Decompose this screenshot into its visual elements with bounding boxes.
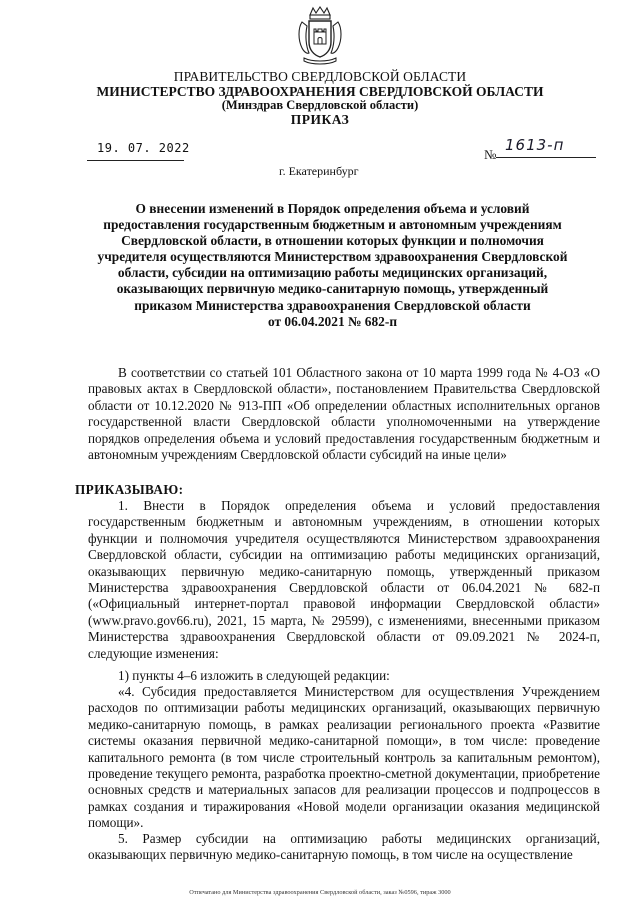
ministry-title: МИНИСТЕРСТВО ЗДРАВООХРАНЕНИЯ СВЕРДЛОВСКОЙ ОБЛАСТИ (96, 84, 544, 99)
point-4-paragraph: «4. Субсидия предоставляется Министерством для осуществления Учреждением расходов по оптимизации работы медицинских организаций, оказывающих первичную медико-санитарную помощь, в рамках реализации регионального проекта «Развитие системы оказания первичной медико-санитарной помощи», в том числе: проведение капитального ремонта (в том числе строительный контроль за капитальным ремонтом), проведение текущего ремонта, разработка проектно-сметной документации, приобретение основных средств и материальных запасов для реализации процессов и подпроцессов в рамках создания и тиражирования «Новой модели организации оказания медицинской помощи». (88, 684, 600, 831)
number-underline (496, 157, 596, 158)
government-title: ПРАВИТЕЛЬСТВО СВЕРДЛОВСКОЙ ОБЛАСТИ (173, 69, 467, 84)
preamble-paragraph: В соответствии со статьей 101 Областного закона от 10 марта 1999 года № 4-ОЗ «О правовых актах в Свердловской области», постановлением Правительства Свердловской области от 10.12.2020 № 913-ПП «Об определении областных исполнительных органов государственной власти Свердловской области уполномоченными на утверждение порядков определения объема и условий предоставления государственным бюджетным и автономным учреждениям Свердловской области субсидий на иные цели» (88, 365, 600, 463)
order-title (75, 201, 590, 330)
title-line: Свердловской области, в отношении которых функции и полномочия (121, 233, 544, 249)
sverdlovsk-coat-of-arms-icon (296, 6, 344, 66)
date-underline (87, 160, 184, 161)
print-footer: Отпечатано для Министерства здравоохранения Свердловской области, заказ №0596, тираж 3000 (189, 889, 451, 896)
title-line: приказом Министерства здравоохранения Свердловской области (134, 297, 531, 313)
item-1-paragraph: 1. Внести в Порядок определения объема и условий предоставления государственным бюджетным и автономным учреждениям, в отношении которых функции и полномочия учредителя осуществляются Министерством здравоохранения Свердловской области, субсидии на оптимизацию работы медицинских организаций, оказывающих первичную медико-санитарную помощь, утвержденный приказом Министерства здравоохранения Свердловской области от 06.04.2021 № 682-п («Официальный интернет-портал правовой информации Свердловской области» (www.pravo.gov66.ru), 2021, 15 марта, № 29599), с изменениями, внесенными приказом Министерства здравоохранения Свердловской области от 09.09.2021 № 2024-п, следующие изменения: (88, 498, 600, 661)
order-word: ПРИКАЗЫВАЮ: (75, 482, 184, 497)
title-line: учредителя осуществляются Министерством здравоохранения Свердловской (97, 249, 568, 265)
order-date: 19. 07. 2022 (97, 141, 190, 155)
title-line: области, субсидии на оптимизацию работы медицинских организаций, (117, 265, 548, 281)
document-type: ПРИКАЗ (290, 112, 350, 127)
title-line: предоставления государственным бюджетным и автономным учреждениям (103, 217, 562, 233)
title-line: О внесении изменений в Порядок определения объема и условий (135, 201, 530, 216)
order-city: г. Екатеринбург (279, 164, 359, 178)
subitem-1-paragraph: 1) пункты 4–6 изложить в следующей редакции: (118, 668, 390, 683)
title-line: оказывающих первичную медико-санитарную помощь, утвержденный (116, 281, 549, 297)
order-number: 1613-п (505, 136, 565, 154)
title-line: от 06.04.2021 № 682-п (267, 313, 398, 329)
number-sign: № (484, 147, 497, 162)
point-5-paragraph: 5. Размер субсидии на оптимизацию работы медицинских организаций, оказывающих первичную медико-санитарную помощь, в том числе на осуществление (88, 831, 600, 863)
ministry-short-name: (Минздрав Свердловской области) (221, 98, 419, 112)
